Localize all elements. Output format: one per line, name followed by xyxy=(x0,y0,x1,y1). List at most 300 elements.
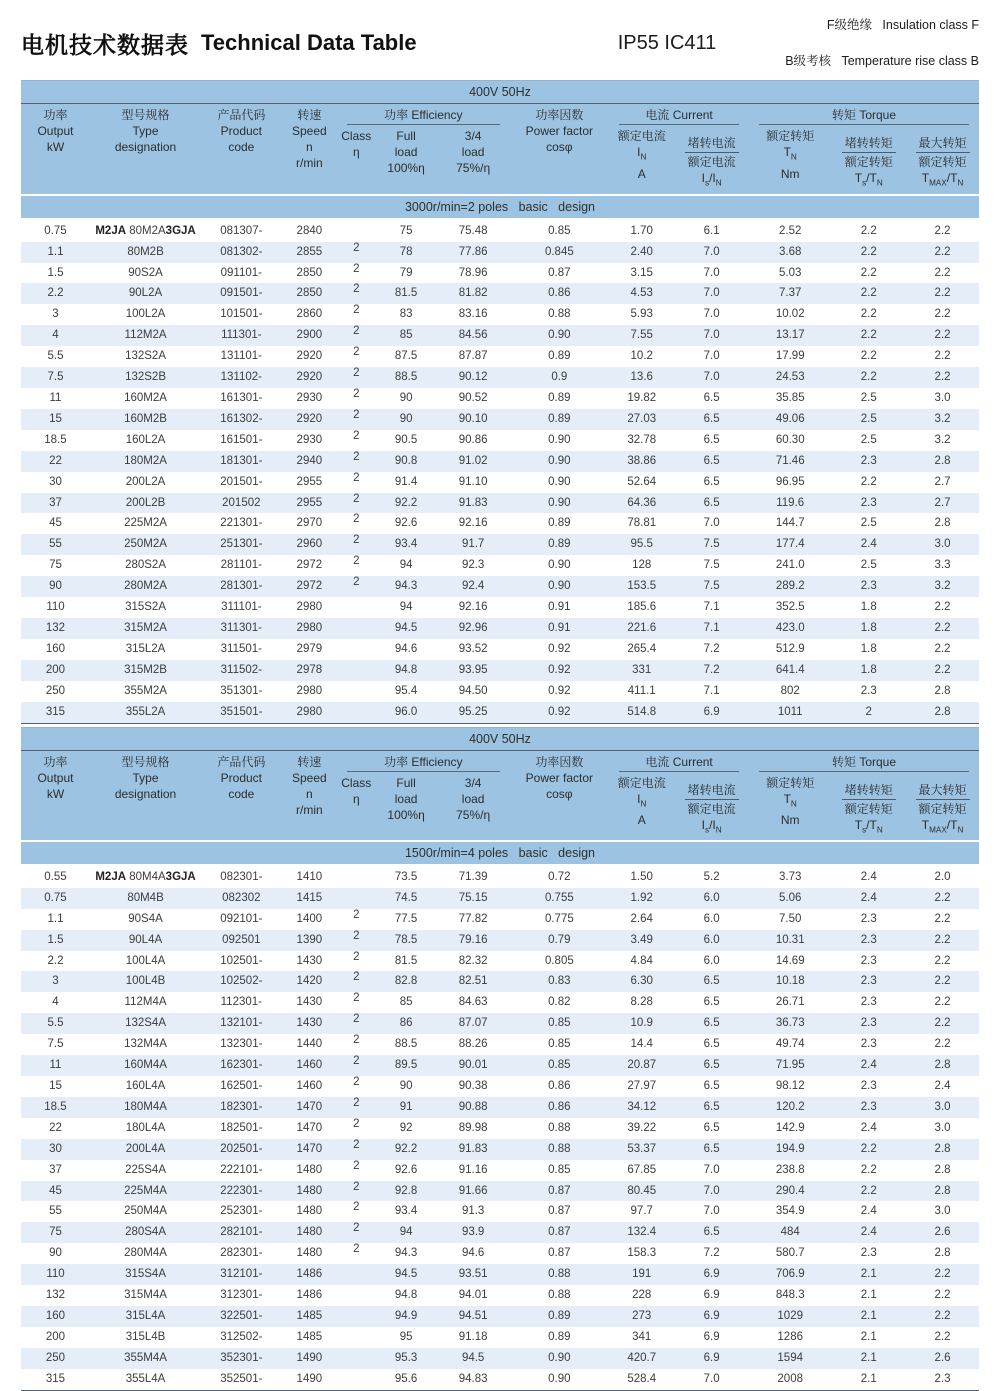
table-row xyxy=(21,493,979,514)
cell: 90 xyxy=(49,1247,62,1260)
cell: 251301- xyxy=(201,534,281,555)
cell: 13.17 xyxy=(749,325,831,346)
cell: 1.70 xyxy=(630,224,653,237)
cell: 2.7 xyxy=(934,475,951,488)
pole-band-row xyxy=(21,195,979,220)
cell xyxy=(337,1348,375,1369)
cell: 7.1 xyxy=(674,618,749,639)
cell: 1.8 xyxy=(860,642,877,655)
cell: 2 xyxy=(337,1013,375,1034)
cell: 1390 xyxy=(282,930,338,951)
cell: 5.03 xyxy=(779,266,802,279)
cell: 26.71 xyxy=(775,996,805,1009)
cell: 24.53 xyxy=(749,367,831,388)
cell: 1430 xyxy=(296,954,323,967)
cell: 6.5 xyxy=(703,1121,720,1134)
cell: 78.96 xyxy=(458,266,488,279)
cell: 2.3 xyxy=(860,1038,877,1051)
cell: 3.2 xyxy=(906,576,979,597)
cell: 202501- xyxy=(201,1139,281,1160)
cell: 2.8 xyxy=(934,517,951,530)
cell: 2.2 xyxy=(934,996,951,1009)
cell: 14.69 xyxy=(775,954,805,967)
cell: 315 xyxy=(21,1369,90,1390)
cell: 2.2 xyxy=(860,224,877,237)
cell: 2.1 xyxy=(860,1289,877,1302)
cell: 1486 xyxy=(282,1264,338,1285)
cell: 100L2A xyxy=(125,308,166,321)
cell: 200 xyxy=(45,1330,66,1343)
cell: 90S2A xyxy=(128,266,163,279)
cell: 2.2 xyxy=(934,954,951,967)
cell: 10.2 xyxy=(630,350,653,363)
cell: 1011 xyxy=(749,702,831,723)
cell: 315 xyxy=(21,702,90,723)
cell: 082301- xyxy=(220,870,263,883)
cell: 87.5 xyxy=(394,350,418,363)
cell: 0.90 xyxy=(548,475,571,488)
cell: 71.46 xyxy=(749,451,831,472)
cell: 79.16 xyxy=(437,930,510,951)
table-row xyxy=(21,555,979,576)
cell: 0.87 xyxy=(510,1181,610,1202)
cell: 512.9 xyxy=(775,642,805,655)
cell: 83.16 xyxy=(458,308,488,321)
cell: 1460 xyxy=(282,1055,338,1076)
table-row xyxy=(21,1369,979,1390)
cell: 311502- xyxy=(201,660,281,681)
cell: 1286 xyxy=(777,1330,803,1343)
cell: 7.37 xyxy=(749,283,831,304)
cell: 0.75 xyxy=(44,224,67,237)
col-lockedtorque-header: $\frac{\text{堵转转矩}}{\text{额定转矩}}$ $T_s/T_N$ xyxy=(831,775,906,841)
cell: 2.4 xyxy=(831,1222,906,1243)
col-ratedtorque-header: 额定转矩 $T_N$ Nm xyxy=(749,128,831,194)
cell: 36.73 xyxy=(749,1013,831,1034)
cell: 2.7 xyxy=(906,493,979,514)
cell: 18.5 xyxy=(44,433,67,446)
cell: 77.86 xyxy=(437,242,510,263)
protection-rating: IP55 IC411 xyxy=(617,31,717,54)
cell: 100L4B xyxy=(90,971,201,992)
cell: 6.0 xyxy=(703,954,720,967)
cell: 2 xyxy=(353,950,360,963)
cell: 6.5 xyxy=(674,1097,749,1118)
cell: 355L2A xyxy=(90,702,201,723)
cell: 7.0 xyxy=(703,266,720,279)
cell: 27.03 xyxy=(609,409,674,430)
cell: 95.6 xyxy=(375,1369,436,1390)
cell: 351501- xyxy=(201,702,281,723)
cell: 90 xyxy=(399,392,413,405)
col-maxtorque-header: $\frac{\text{最大转矩}}{\text{额定转矩}}$ $T_{MAX}/T_N$ xyxy=(906,128,979,194)
cell: 2860 xyxy=(296,308,323,321)
cell: 5.06 xyxy=(749,888,831,909)
cell: 7.0 xyxy=(674,367,749,388)
cell: 7.0 xyxy=(674,325,749,346)
cell: 1.92 xyxy=(609,888,674,909)
cell: 93.95 xyxy=(437,660,510,681)
cell: 132S2B xyxy=(90,367,201,388)
cell: 102502- xyxy=(201,971,281,992)
cell: 250 xyxy=(45,684,66,697)
cell: 75.48 xyxy=(458,224,488,237)
cell: 161302- xyxy=(201,409,281,430)
cell: 90.5 xyxy=(394,433,418,446)
cell: 1415 xyxy=(282,888,338,909)
cell: 322501- xyxy=(201,1306,281,1327)
cell: 2 xyxy=(353,429,360,442)
cell: 7.5 xyxy=(703,559,720,572)
cell: 49.06 xyxy=(749,409,831,430)
cell: 2.3 xyxy=(860,1079,877,1092)
cell: M2JA 80M2A3GJA xyxy=(95,224,196,237)
cell: 75.15 xyxy=(437,888,510,909)
cell: 1480 xyxy=(282,1222,338,1243)
cell: 10.31 xyxy=(749,930,831,951)
cell: 177.4 xyxy=(749,534,831,555)
cell: 0.85 xyxy=(510,1055,610,1076)
class-notes xyxy=(771,16,979,70)
cell: 2.3 xyxy=(831,930,906,951)
cell: 79 xyxy=(399,266,413,279)
cell: 0.92 xyxy=(510,660,610,681)
cell: 67.85 xyxy=(627,1163,657,1176)
cell: 6.9 xyxy=(674,1306,749,1327)
cell xyxy=(337,660,375,681)
cell xyxy=(337,1264,375,1285)
cell: 102501- xyxy=(220,954,263,967)
cell: 2.6 xyxy=(906,1222,979,1243)
cell: 37 xyxy=(49,1163,62,1176)
header-row-groups xyxy=(21,750,979,775)
cell: 88.5 xyxy=(394,1038,418,1051)
cell: 706.9 xyxy=(749,1264,831,1285)
cell: 2.2 xyxy=(934,912,951,925)
cell: 2.2 xyxy=(831,325,906,346)
cell: 7.5 xyxy=(674,576,749,597)
cell: 7.0 xyxy=(674,1369,749,1390)
col-ratedcurrent-header: 额定电流 $I_N$ A xyxy=(609,775,674,841)
cell: 6.0 xyxy=(674,930,749,951)
cell: 0.83 xyxy=(510,971,610,992)
cell: 514.8 xyxy=(609,702,674,723)
cell: 1.5 xyxy=(47,266,64,279)
voltage-band-row xyxy=(21,81,979,104)
cell: 312101- xyxy=(201,1264,281,1285)
cell: 71.39 xyxy=(458,870,488,883)
cell: 2.0 xyxy=(934,870,951,883)
cell: 1.8 xyxy=(860,601,877,614)
cell: 312502- xyxy=(220,1330,263,1343)
cell: 2 xyxy=(353,908,360,921)
cell: 3 xyxy=(21,971,90,992)
cell: 82.8 xyxy=(375,971,436,992)
cell: 2955 xyxy=(282,493,338,514)
cell: 39.22 xyxy=(627,1121,657,1134)
cell: 6.9 xyxy=(674,1348,749,1369)
table-row xyxy=(21,992,979,1013)
cell: 2.2 xyxy=(906,325,979,346)
cell: 30 xyxy=(21,1139,90,1160)
cell: 5.5 xyxy=(47,350,64,363)
cell: 11 xyxy=(49,392,62,405)
col-threequarterload-header: 3/4 load 75%/η xyxy=(437,775,510,841)
cell: 315M2B xyxy=(90,660,201,681)
cell: 1.5 xyxy=(21,930,90,951)
cell: 75 xyxy=(399,224,413,237)
cell: 2.4 xyxy=(860,1121,877,1134)
cell: 2.64 xyxy=(630,912,653,925)
cell: 092101- xyxy=(220,912,263,925)
cell: 1430 xyxy=(282,1013,338,1034)
cell: 2920 xyxy=(296,350,323,363)
table-row xyxy=(21,1055,979,1076)
table-row xyxy=(21,409,979,430)
cell: 5.2 xyxy=(703,870,720,883)
cell: 6.5 xyxy=(703,475,720,488)
cell: 15 xyxy=(49,1079,62,1092)
table-row xyxy=(21,888,979,909)
cell: 180M4A xyxy=(90,1097,201,1118)
cell: 281301- xyxy=(201,576,281,597)
cell: 0.55 xyxy=(44,870,67,883)
col-type-header: 型号规格 Type designation xyxy=(90,750,201,841)
cell: 94 xyxy=(399,601,413,614)
cell: 1486 xyxy=(296,1289,323,1302)
cell: 0.89 xyxy=(548,1330,571,1343)
cell: 3.0 xyxy=(906,1097,979,1118)
cell: 14.4 xyxy=(630,1038,653,1051)
cell: 238.8 xyxy=(775,1163,805,1176)
cell: 1400 xyxy=(296,912,323,925)
efficiency-group-header: 功率 Efficiency xyxy=(337,750,509,775)
cell: 0.9 xyxy=(510,367,610,388)
cell: 2.2 xyxy=(934,350,951,363)
cell: 2.2 xyxy=(831,1181,906,1202)
cell: 18.5 xyxy=(21,1097,90,1118)
cell: 91.66 xyxy=(437,1181,510,1202)
cell xyxy=(337,1369,375,1390)
col-code-header: 产品代码 Product code xyxy=(201,104,281,195)
cell: 86 xyxy=(375,1013,436,1034)
cell: 83 xyxy=(399,308,413,321)
table-row xyxy=(21,388,979,409)
cell: 92.2 xyxy=(375,1139,436,1160)
cell: 2 xyxy=(353,1117,360,1130)
cell: 1480 xyxy=(296,1247,323,1260)
cell: 315L4B xyxy=(125,1330,166,1343)
cell: 2 xyxy=(353,1159,360,1172)
cell: 0.88 xyxy=(548,308,571,321)
cell: 7.0 xyxy=(703,1205,720,1218)
cell: 848.3 xyxy=(775,1289,805,1302)
cell: 221.6 xyxy=(609,618,674,639)
table-row xyxy=(21,930,979,951)
cell: 2.4 xyxy=(831,1055,906,1076)
table-row xyxy=(21,971,979,992)
cell: 160M2A xyxy=(124,392,167,405)
cell: 2 xyxy=(337,283,375,304)
cell: 6.9 xyxy=(703,1330,720,1343)
cell: 2 xyxy=(353,1075,360,1088)
cell: 2840 xyxy=(296,224,323,237)
cell: 2.1 xyxy=(831,1306,906,1327)
cell: 2.8 xyxy=(906,1055,979,1076)
cell: 6.5 xyxy=(703,1079,720,1092)
cell: 2.5 xyxy=(860,559,877,572)
cell: 2 xyxy=(353,1201,360,1214)
cell: 282101- xyxy=(201,1222,281,1243)
cell: 77.82 xyxy=(458,912,488,925)
title-bar xyxy=(21,0,979,80)
cell: 528.4 xyxy=(609,1369,674,1390)
cell: 1420 xyxy=(282,971,338,992)
cell: 3.15 xyxy=(630,266,653,279)
cell: 92.4 xyxy=(437,576,510,597)
cell: 60.30 xyxy=(775,433,805,446)
cell: 2.3 xyxy=(831,1097,906,1118)
cell: 91.02 xyxy=(437,451,510,472)
cell: 35.85 xyxy=(775,392,805,405)
motor-table-4pole xyxy=(21,727,979,1391)
cell: 2855 xyxy=(282,242,338,263)
cell: 6.5 xyxy=(674,971,749,992)
cell: 90 xyxy=(375,409,436,430)
cell: 91.7 xyxy=(437,534,510,555)
cell: 84.56 xyxy=(437,325,510,346)
cell: 158.3 xyxy=(627,1247,657,1260)
cell: 80M2B xyxy=(90,242,201,263)
cell: 132301- xyxy=(220,1038,263,1051)
table-head xyxy=(21,727,979,865)
cell: 55 xyxy=(49,1205,62,1218)
cell: 2.2 xyxy=(906,660,979,681)
cell: 6.0 xyxy=(703,912,720,925)
cell: 78.81 xyxy=(627,517,657,530)
col-ratedtorque-header: 额定转矩 $T_N$ Nm xyxy=(749,775,831,841)
cell: 0.79 xyxy=(510,930,610,951)
table-row xyxy=(21,242,979,263)
cell: 2 xyxy=(337,534,375,555)
cell: 64.36 xyxy=(609,493,674,514)
cell: 92.3 xyxy=(461,559,485,572)
col-powerfactor-header: 功率因数 Power factor cosφ xyxy=(510,104,610,195)
cell: 2.2 xyxy=(906,930,979,951)
cell: 161501- xyxy=(220,433,263,446)
cell: 90S4A xyxy=(128,912,163,925)
cell: 4.84 xyxy=(630,954,653,967)
table-row xyxy=(21,1264,979,1285)
cell: 2 xyxy=(337,576,375,597)
cell: 1440 xyxy=(296,1038,323,1051)
cell: 38.86 xyxy=(609,451,674,472)
cell: 2850 xyxy=(282,283,338,304)
cell: 94 xyxy=(375,1222,436,1243)
col-fullload-header: Full load 100%η xyxy=(375,775,436,841)
cell: 0.90 xyxy=(510,576,610,597)
cell: 2.2 xyxy=(906,367,979,388)
page-title-zh: 电机技术数据表 xyxy=(21,31,189,58)
cell: 315L2A xyxy=(125,642,166,655)
col-type-header: 型号规格 Type designation xyxy=(90,104,201,195)
cell: 98.12 xyxy=(775,1079,805,1092)
cell: 082302 xyxy=(201,888,281,909)
cell: 0.88 xyxy=(548,1289,571,1302)
cell: 355M4A xyxy=(90,1348,201,1369)
insulation-class-note: F级绝缘 Insulation class F xyxy=(826,18,979,32)
cell: 7.1 xyxy=(703,684,720,697)
cell: 92.16 xyxy=(458,517,488,530)
cell: 10.9 xyxy=(609,1013,674,1034)
cell: 182501- xyxy=(220,1121,263,1134)
cell: 2.2 xyxy=(934,308,951,321)
cell: 1490 xyxy=(282,1348,338,1369)
cell: 91.18 xyxy=(458,1330,488,1343)
cell: 131102- xyxy=(201,367,281,388)
cell: 2.5 xyxy=(860,517,877,530)
cell: 354.9 xyxy=(775,1205,805,1218)
cell: 2979 xyxy=(296,642,323,655)
cell: 2 xyxy=(353,1243,360,1256)
cell: 180L4A xyxy=(125,1121,166,1134)
cell: 0.89 xyxy=(548,392,571,405)
cell: 2.2 xyxy=(934,266,951,279)
cell: 93.51 xyxy=(437,1264,510,1285)
cell: 96.95 xyxy=(775,475,805,488)
table-row xyxy=(21,639,979,660)
col-lockedcurrent-header: $\frac{\text{堵转电流}}{\text{额定电流}}$ $I_s/I_N$ xyxy=(674,775,749,841)
cell: 352501- xyxy=(201,1369,281,1390)
cell: 341 xyxy=(632,1330,652,1343)
cell: 2.3 xyxy=(860,684,877,697)
col-fullload-header: Full load 100%η xyxy=(375,128,436,194)
cell: 355M2A xyxy=(124,684,167,697)
table-row xyxy=(21,1285,979,1306)
cell xyxy=(337,702,375,723)
cell: 0.72 xyxy=(548,870,571,883)
table-head xyxy=(21,81,979,219)
cell: 3.68 xyxy=(749,242,831,263)
cell: 200 xyxy=(21,660,90,681)
cell: 0.90 xyxy=(548,559,571,572)
cell: 2955 xyxy=(296,475,323,488)
cell: 351301- xyxy=(220,684,263,697)
cell: 7.5 xyxy=(47,1038,64,1051)
cell: 2.2 xyxy=(934,1289,951,1302)
cell xyxy=(337,618,375,639)
cell: 0.85 xyxy=(548,1163,571,1176)
cell: 250M2A xyxy=(90,534,201,555)
cell: 185.6 xyxy=(627,601,657,614)
col-ratedcurrent-header: 额定电流 $I_N$ A xyxy=(609,128,674,194)
table-row xyxy=(21,1222,979,1243)
cell: 315S2A xyxy=(125,601,166,614)
cell: M2JA 80M4A3GJA xyxy=(95,870,196,883)
cell: 1480 xyxy=(282,1181,338,1202)
cell: 153.5 xyxy=(609,576,674,597)
table-row xyxy=(21,219,979,241)
cell: 132 xyxy=(45,1289,66,1302)
torque-group-header: 转矩 Torque xyxy=(749,104,979,129)
table-row xyxy=(21,304,979,325)
cell: 1490 xyxy=(282,1369,338,1390)
cell: 7.50 xyxy=(779,912,802,925)
cell: 90 xyxy=(21,576,90,597)
cell: 119.6 xyxy=(749,493,831,514)
cell: 1029 xyxy=(749,1306,831,1327)
cell: 0.87 xyxy=(548,266,571,279)
